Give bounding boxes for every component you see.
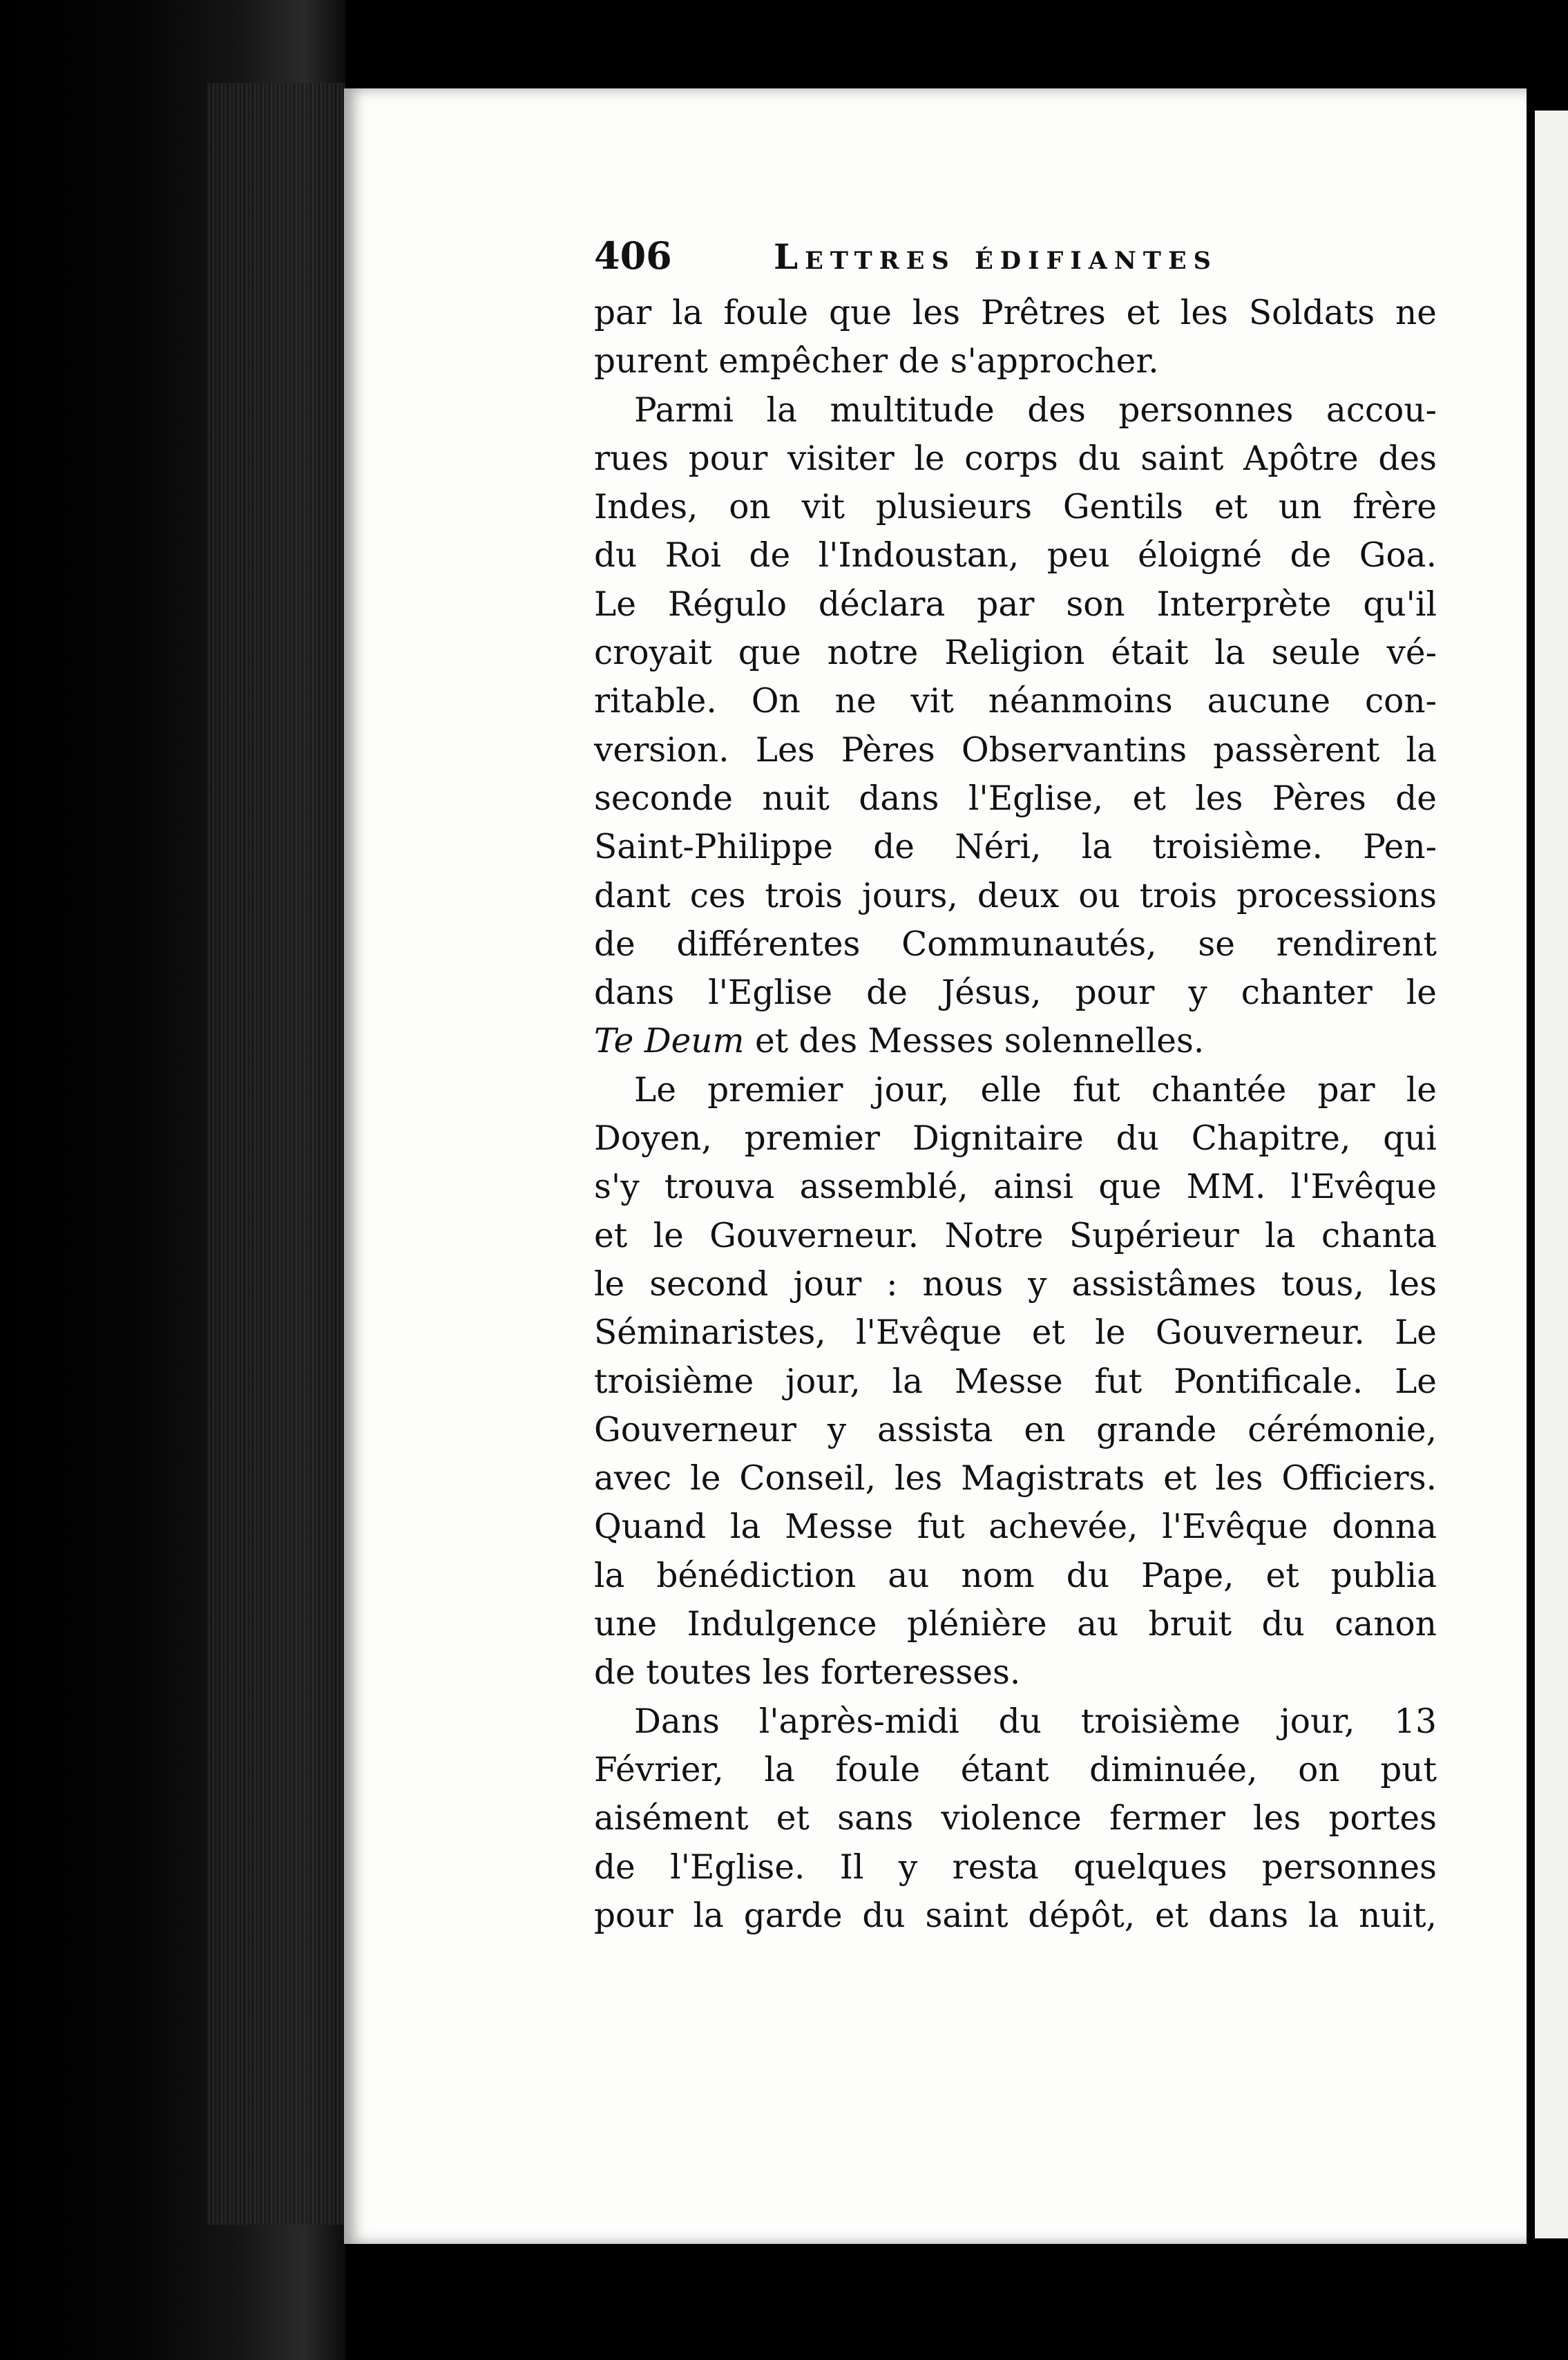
text-line: Séminaristes, l'Evêque et le Gouverneur. Le [594, 1313, 1437, 1353]
text-line: rues pour visiter le corps du saint Apôtre des [594, 439, 1437, 478]
text-line: seconde nuit dans l'Eglise, et les Pères de [594, 779, 1437, 818]
text-line: dant ces trois jours, deux ou trois processions [594, 876, 1437, 915]
text-line: Parmi la multitude des personnes accou- [634, 390, 1437, 430]
text-line: Indes, on vit plusieurs Gentils et un frère [594, 488, 1437, 527]
text-line: Saint-Philippe de Néri, la troisième. Pen- [594, 828, 1437, 867]
text-line: pour la garde du saint dépôt, et dans la nuit, [594, 1896, 1437, 1935]
text-line: purent empêcher de s'approcher. [594, 342, 1159, 381]
page-edges [207, 83, 345, 2225]
text-line: Le Régulo déclara par son Interprète qu'il [594, 584, 1437, 624]
text-line: et le Gouverneur. Notre Supérieur la chanta [594, 1216, 1437, 1255]
text-line: Te Deum et des Messes solennelles. [594, 1022, 1205, 1061]
running-title: Lettres édifiantes [774, 236, 1218, 277]
text-line: par la foule que les Prêtres et les Soldats ne [594, 294, 1437, 332]
text-line: le second jour : nous y assistâmes tous, les [594, 1264, 1437, 1304]
text-line: de toutes les forteresses. [594, 1653, 1021, 1693]
body-text [594, 289, 1437, 1940]
text-line: s'y trouva assemblé, ainsi que MM. l'Evêque [594, 1168, 1437, 1207]
text-line: Le premier jour, elle fut chantée par le [634, 1070, 1437, 1110]
text-line: une Indulgence plénière au bruit du canon [594, 1605, 1437, 1644]
text-line: ritable. On ne vit néanmoins aucune con- [594, 682, 1437, 721]
text-line: aisément et sans violence fermer les portes [594, 1799, 1437, 1838]
text-line: version. Les Pères Observantins passèrent la [594, 730, 1437, 770]
text-line: Quand la Messe fut achevée, l'Evêque donna [594, 1507, 1437, 1547]
text-line: de différentes Communautés, se rendirent [594, 924, 1437, 964]
text-line: Doyen, premier Dignitaire du Chapitre, qui [594, 1119, 1437, 1159]
text-line: troisième jour, la Messe fut Pontificale. Le [594, 1362, 1437, 1401]
text-line: Gouverneur y assista en grande cérémonie, [594, 1410, 1437, 1449]
page-text [594, 234, 1437, 1940]
text-line: du Roi de l'Indoustan, peu éloigné de Goa. [594, 536, 1437, 575]
page-number: 406 [594, 234, 672, 278]
text-line: la bénédiction au nom du Pape, et publia [594, 1556, 1437, 1595]
text-line: Février, la foule étant diminuée, on put [594, 1750, 1437, 1789]
text-line: avec le Conseil, les Magistrats et les Officiers. [594, 1459, 1437, 1498]
text-line: de l'Eglise. Il y resta quelques personnes [594, 1847, 1437, 1887]
running-head [594, 234, 1437, 286]
text-line: Dans l'après-midi du troisième jour, 13 [634, 1702, 1437, 1741]
text-line: croyait que notre Religion était la seule vé- [594, 634, 1437, 673]
adjacent-page-edge [1535, 111, 1568, 2238]
text-line: dans l'Eglise de Jésus, pour y chanter le [594, 973, 1437, 1013]
